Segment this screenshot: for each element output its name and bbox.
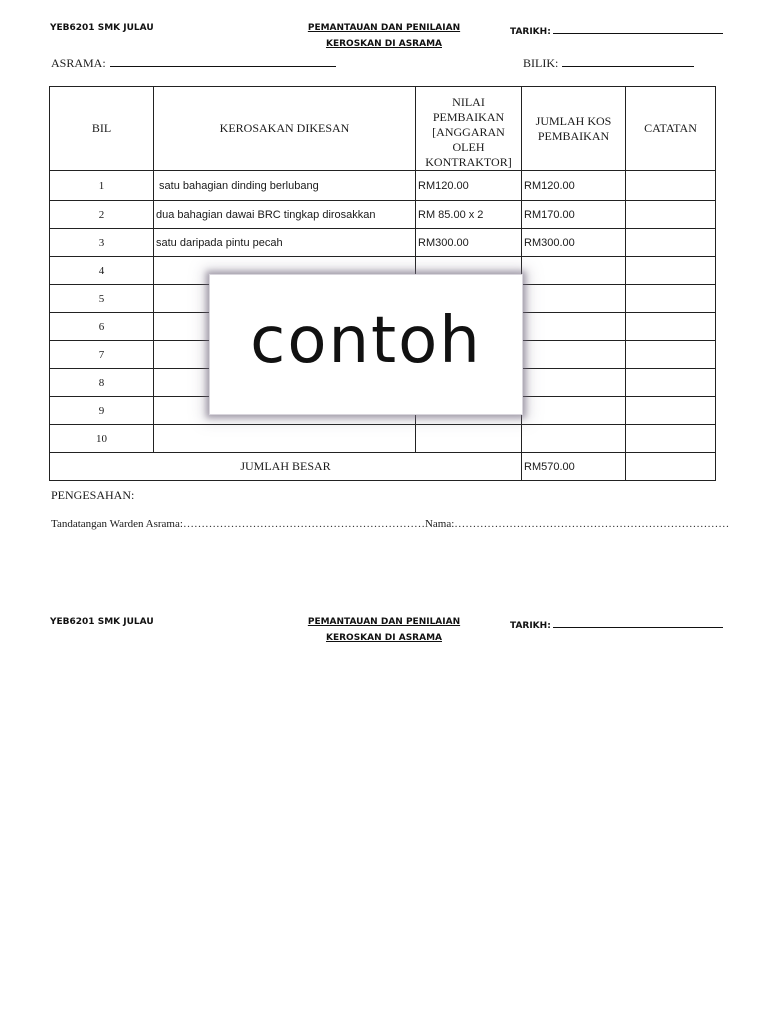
total-value[interactable]: RM570.00 xyxy=(522,453,626,481)
total-catatan[interactable] xyxy=(626,453,716,481)
cell-bil: 2 xyxy=(50,201,154,229)
cell-kerosakan[interactable]: satu daripada pintu pecah xyxy=(154,229,416,257)
col-header-nilai-line: KONTRAKTOR] xyxy=(425,155,512,169)
nama-colon: : xyxy=(451,518,455,530)
bilik-input-line[interactable] xyxy=(562,56,694,67)
cell-catatan[interactable] xyxy=(626,229,716,257)
cell-catatan[interactable] xyxy=(626,171,716,201)
form-title-line1: PEMANTAUAN DAN PENILAIAN xyxy=(307,23,461,33)
bilik-label: BILIK: xyxy=(523,56,559,70)
cell-bil: 6 xyxy=(50,313,154,341)
table-header-row xyxy=(50,87,716,171)
nama-label: Nama xyxy=(424,518,452,530)
table-row xyxy=(50,229,716,257)
bilik-field xyxy=(523,56,694,71)
cell-bil: 3 xyxy=(50,229,154,257)
form-title-2 xyxy=(284,614,484,646)
cell-bil: 9 xyxy=(50,397,154,425)
cell-jumlah[interactable] xyxy=(522,425,626,453)
cell-nilai[interactable]: RM 85.00 x 2 xyxy=(416,201,522,229)
date-field-2 xyxy=(510,617,723,631)
table-row xyxy=(50,171,716,201)
total-row xyxy=(50,453,716,481)
warden-signature-colon: : xyxy=(179,518,183,530)
school-code: YEB6201 SMK JULAU xyxy=(50,23,154,33)
date-input-line[interactable] xyxy=(553,23,723,34)
form-title-2-line1: PEMANTAUAN DAN PENILAIAN xyxy=(307,617,461,627)
cell-kerosakan[interactable] xyxy=(154,425,416,453)
table-row xyxy=(50,201,716,229)
contoh-watermark xyxy=(209,274,523,415)
cell-catatan[interactable] xyxy=(626,257,716,285)
cell-kerosakan[interactable]: satu bahagian dinding berlubang xyxy=(154,171,416,201)
cell-catatan[interactable] xyxy=(626,425,716,453)
cell-nilai[interactable]: RM120.00 xyxy=(416,171,522,201)
cell-nilai[interactable]: RM300.00 xyxy=(416,229,522,257)
col-header-jumlah-line: JUMLAH KOS xyxy=(535,113,612,128)
cell-jumlah[interactable] xyxy=(522,397,626,425)
table-row xyxy=(50,425,716,453)
form-title xyxy=(284,20,484,52)
date-input-line-2[interactable] xyxy=(553,617,723,628)
col-header-jumlah xyxy=(522,87,626,171)
asrama-field xyxy=(51,56,336,71)
col-header-nilai-line: NILAI PEMBAIKAN xyxy=(432,95,505,124)
cell-catatan[interactable] xyxy=(626,397,716,425)
contoh-watermark-text: contoh xyxy=(250,303,482,378)
warden-signature-dots[interactable]: ………………………………………………………… xyxy=(182,518,425,530)
col-header-jumlah-line: PEMBAIKAN xyxy=(537,128,610,143)
cell-jumlah[interactable] xyxy=(522,341,626,369)
asrama-label: ASRAMA: xyxy=(51,56,106,70)
col-header-bil: BIL xyxy=(50,87,154,171)
col-header-nilai-line: OLEH xyxy=(452,140,485,154)
cell-catatan[interactable] xyxy=(626,369,716,397)
cell-bil: 8 xyxy=(50,369,154,397)
signature-line xyxy=(51,518,729,530)
nama-dots[interactable]: ………………………………………………………………… xyxy=(454,518,730,530)
cell-nilai[interactable] xyxy=(416,425,522,453)
cell-jumlah[interactable] xyxy=(522,369,626,397)
date-label-2: TARIKH: xyxy=(510,621,551,631)
date-field xyxy=(510,23,723,37)
cell-jumlah[interactable]: RM170.00 xyxy=(522,201,626,229)
cell-bil: 4 xyxy=(50,257,154,285)
cell-catatan[interactable] xyxy=(626,201,716,229)
asrama-input-line[interactable] xyxy=(110,56,336,67)
cell-kerosakan[interactable]: dua bahagian dawai BRC tingkap dirosakkan xyxy=(154,201,416,229)
cell-jumlah[interactable]: RM120.00 xyxy=(522,171,626,201)
cell-jumlah[interactable]: RM300.00 xyxy=(522,229,626,257)
col-header-nilai-line: [ANGGARAN xyxy=(432,125,505,139)
cell-jumlah[interactable] xyxy=(522,285,626,313)
cell-bil: 5 xyxy=(50,285,154,313)
cell-jumlah[interactable] xyxy=(522,313,626,341)
col-header-kerosakan: KEROSAKAN DIKESAN xyxy=(154,87,416,171)
col-header-nilai xyxy=(416,87,522,171)
cell-bil: 1 xyxy=(50,171,154,201)
cell-jumlah[interactable] xyxy=(522,257,626,285)
cell-catatan[interactable] xyxy=(626,285,716,313)
col-header-catatan: CATATAN xyxy=(626,87,716,171)
total-label: JUMLAH BESAR xyxy=(50,453,522,481)
pengesahan-label: PENGESAHAN: xyxy=(51,488,135,502)
cell-bil: 10 xyxy=(50,425,154,453)
cell-catatan[interactable] xyxy=(626,341,716,369)
form-title-2-line2: KEROSKAN DI ASRAMA xyxy=(325,633,442,643)
school-code-2: YEB6201 SMK JULAU xyxy=(50,617,154,627)
form-title-line2: KEROSKAN DI ASRAMA xyxy=(325,39,442,49)
cell-catatan[interactable] xyxy=(626,313,716,341)
date-label: TARIKH: xyxy=(510,27,551,37)
cell-bil: 7 xyxy=(50,341,154,369)
warden-signature-label: Tandatangan Warden Asrama xyxy=(51,518,180,530)
